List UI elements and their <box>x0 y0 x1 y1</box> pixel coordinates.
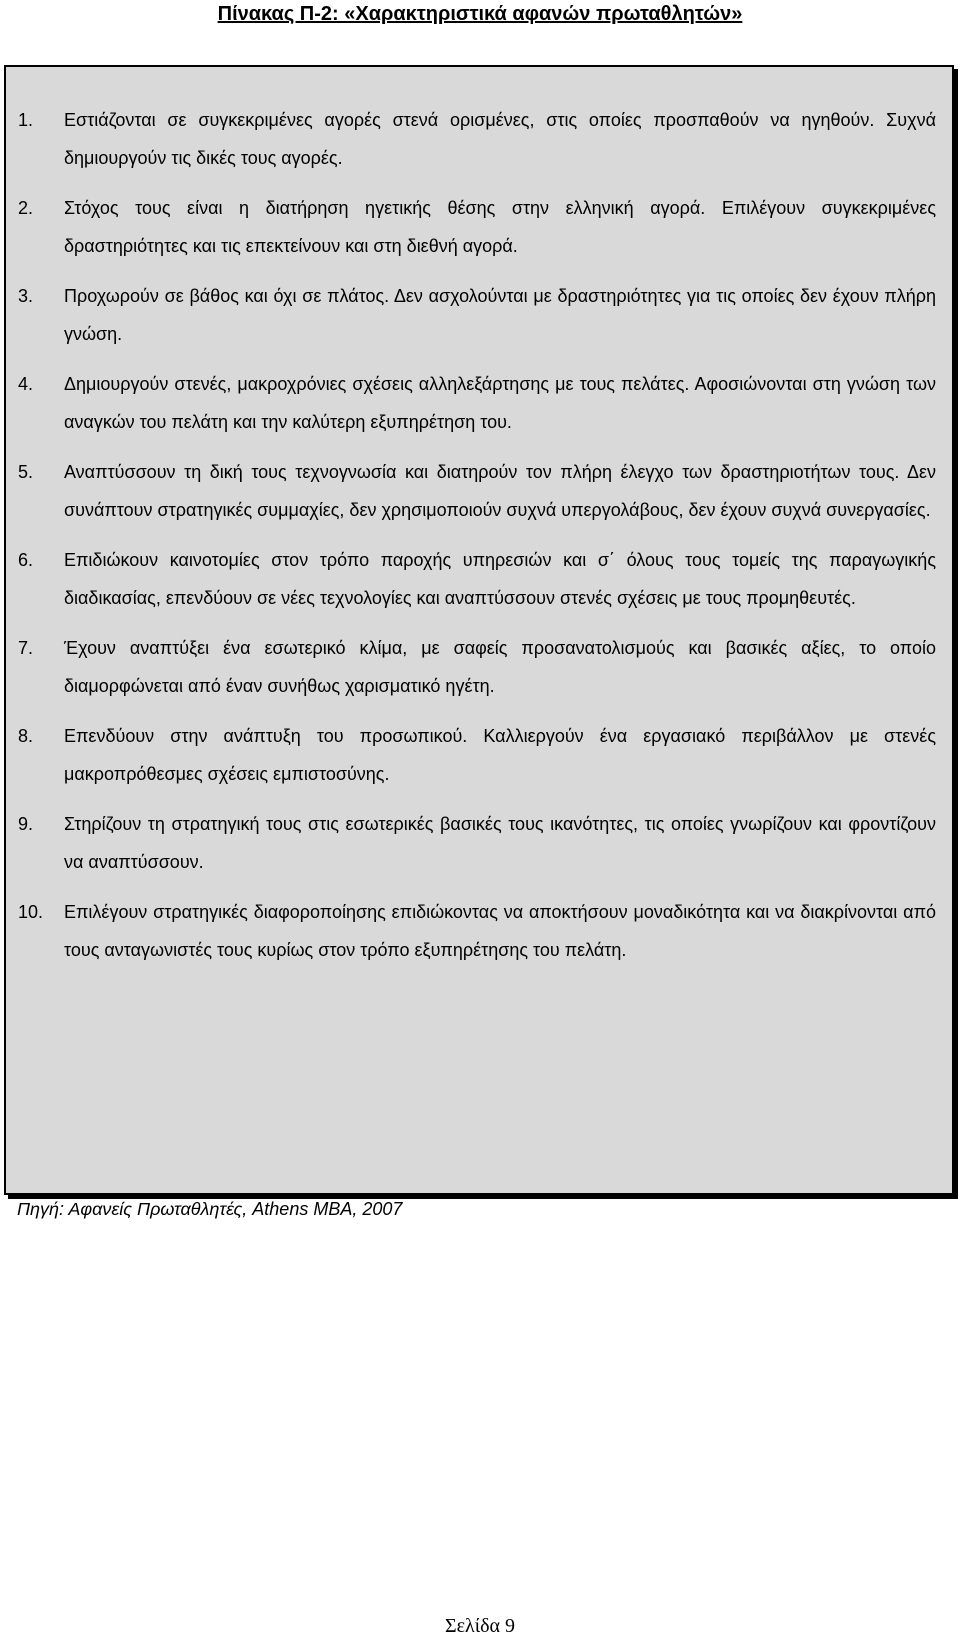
item-number: 5. <box>18 462 34 482</box>
list-item <box>18 277 936 353</box>
item-number: 9. <box>18 814 34 834</box>
item-text: Δημιουργούν στενές, μακροχρόνιες σχέσεις αλληλεξάρτησης με τους πελάτες. Αφοσιώνονται στη γνώση των αναγκών του πελάτη και την καλύτερη εξυπηρέτηση του. <box>64 374 936 432</box>
item-text: Εστιάζονται σε συγκεκριμένες αγορές στενά ορισμένες, στις οποίες προσπαθούν να ηγηθούν. Συχνά δημιουργούν τις δικές τους αγορές. <box>64 110 936 168</box>
item-text: Στηρίζουν τη στρατηγική τους στις εσωτερικές βασικές τους ικανότητες, τις οποίες γνωρίζουν και φροντίζουν να αναπτύσσουν. <box>64 814 936 872</box>
item-number: 3. <box>18 286 34 306</box>
item-text: Έχουν αναπτύξει ένα εσωτερικό κλίμα, με σαφείς προσανατολισμούς και βασικές αξίες, το οποίο διαμορφώνεται από έναν συνήθως χαρισματικό ηγέτη. <box>64 638 936 696</box>
item-number: 4. <box>18 374 34 394</box>
item-number: 8. <box>18 726 34 746</box>
source-caption: Πηγή: Αφανείς Πρωταθλητές, Athens MBA, 2007 <box>17 1199 403 1219</box>
item-text: Αναπτύσσουν τη δική τους τεχνογνωσία και διατηρούν τον πλήρη έλεγχο των δραστηριοτήτων τους. Δεν συνάπτουν στρατηγικές συμμαχίες, δεν χρησιμοποιούν συχνά υπεργολάβους, δεν έχουν συχνά συνεργασίες. <box>64 462 936 520</box>
item-number: 6. <box>18 550 34 570</box>
item-number: 1. <box>18 110 34 130</box>
table-title: Πίνακας Π-2: «Χαρακτηριστικά αφανών πρωταθλητών» <box>217 3 743 25</box>
item-number: 10. <box>18 902 44 922</box>
list-item <box>18 189 936 265</box>
item-number: 7. <box>18 638 34 658</box>
item-number: 2. <box>18 198 34 218</box>
item-text: Επενδύουν στην ανάπτυξη του προσωπικού. Καλλιεργούν ένα εργασιακό περιβάλλον με στενές μακροπρόθεσμες σχέσεις εμπιστοσύνης. <box>64 726 936 784</box>
list-item <box>18 629 936 705</box>
list-item <box>18 453 936 529</box>
item-text: Προχωρούν σε βάθος και όχι σε πλάτος. Δεν ασχολούνται με δραστηριότητες για τις οποίες δεν έχουν πλήρη γνώση. <box>64 286 936 344</box>
characteristics-list <box>18 101 936 981</box>
list-item <box>18 101 936 177</box>
item-text: Στόχος τους είναι η διατήρηση ηγετικής θέσης στην ελληνική αγορά. Επιλέγουν συγκεκριμένες δραστηριότητες και τις επεκτείνουν και στη διεθνή αγορά. <box>64 198 936 256</box>
list-item <box>18 805 936 881</box>
list-item <box>18 893 936 969</box>
characteristics-box <box>4 65 954 1195</box>
page-number: Σελίδα 9 <box>444 1615 516 1637</box>
list-item <box>18 365 936 441</box>
list-item <box>18 541 936 617</box>
list-item <box>18 717 936 793</box>
item-text: Επιλέγουν στρατηγικές διαφοροποίησης επιδιώκοντας να αποκτήσουν μοναδικότητα και να διακρίνονται από τους ανταγωνιστές τους κυρίως στον τρόπο εξυπηρέτησης του πελάτη. <box>64 902 936 960</box>
item-text: Επιδιώκουν καινοτομίες στον τρόπο παροχής υπηρεσιών και σ΄ όλους τους τομείς της παραγωγικής διαδικασίας, επενδύουν σε νέες τεχνολογίες και αναπτύσσουν στενές σχέσεις με τους προμηθευτές. <box>64 550 936 608</box>
